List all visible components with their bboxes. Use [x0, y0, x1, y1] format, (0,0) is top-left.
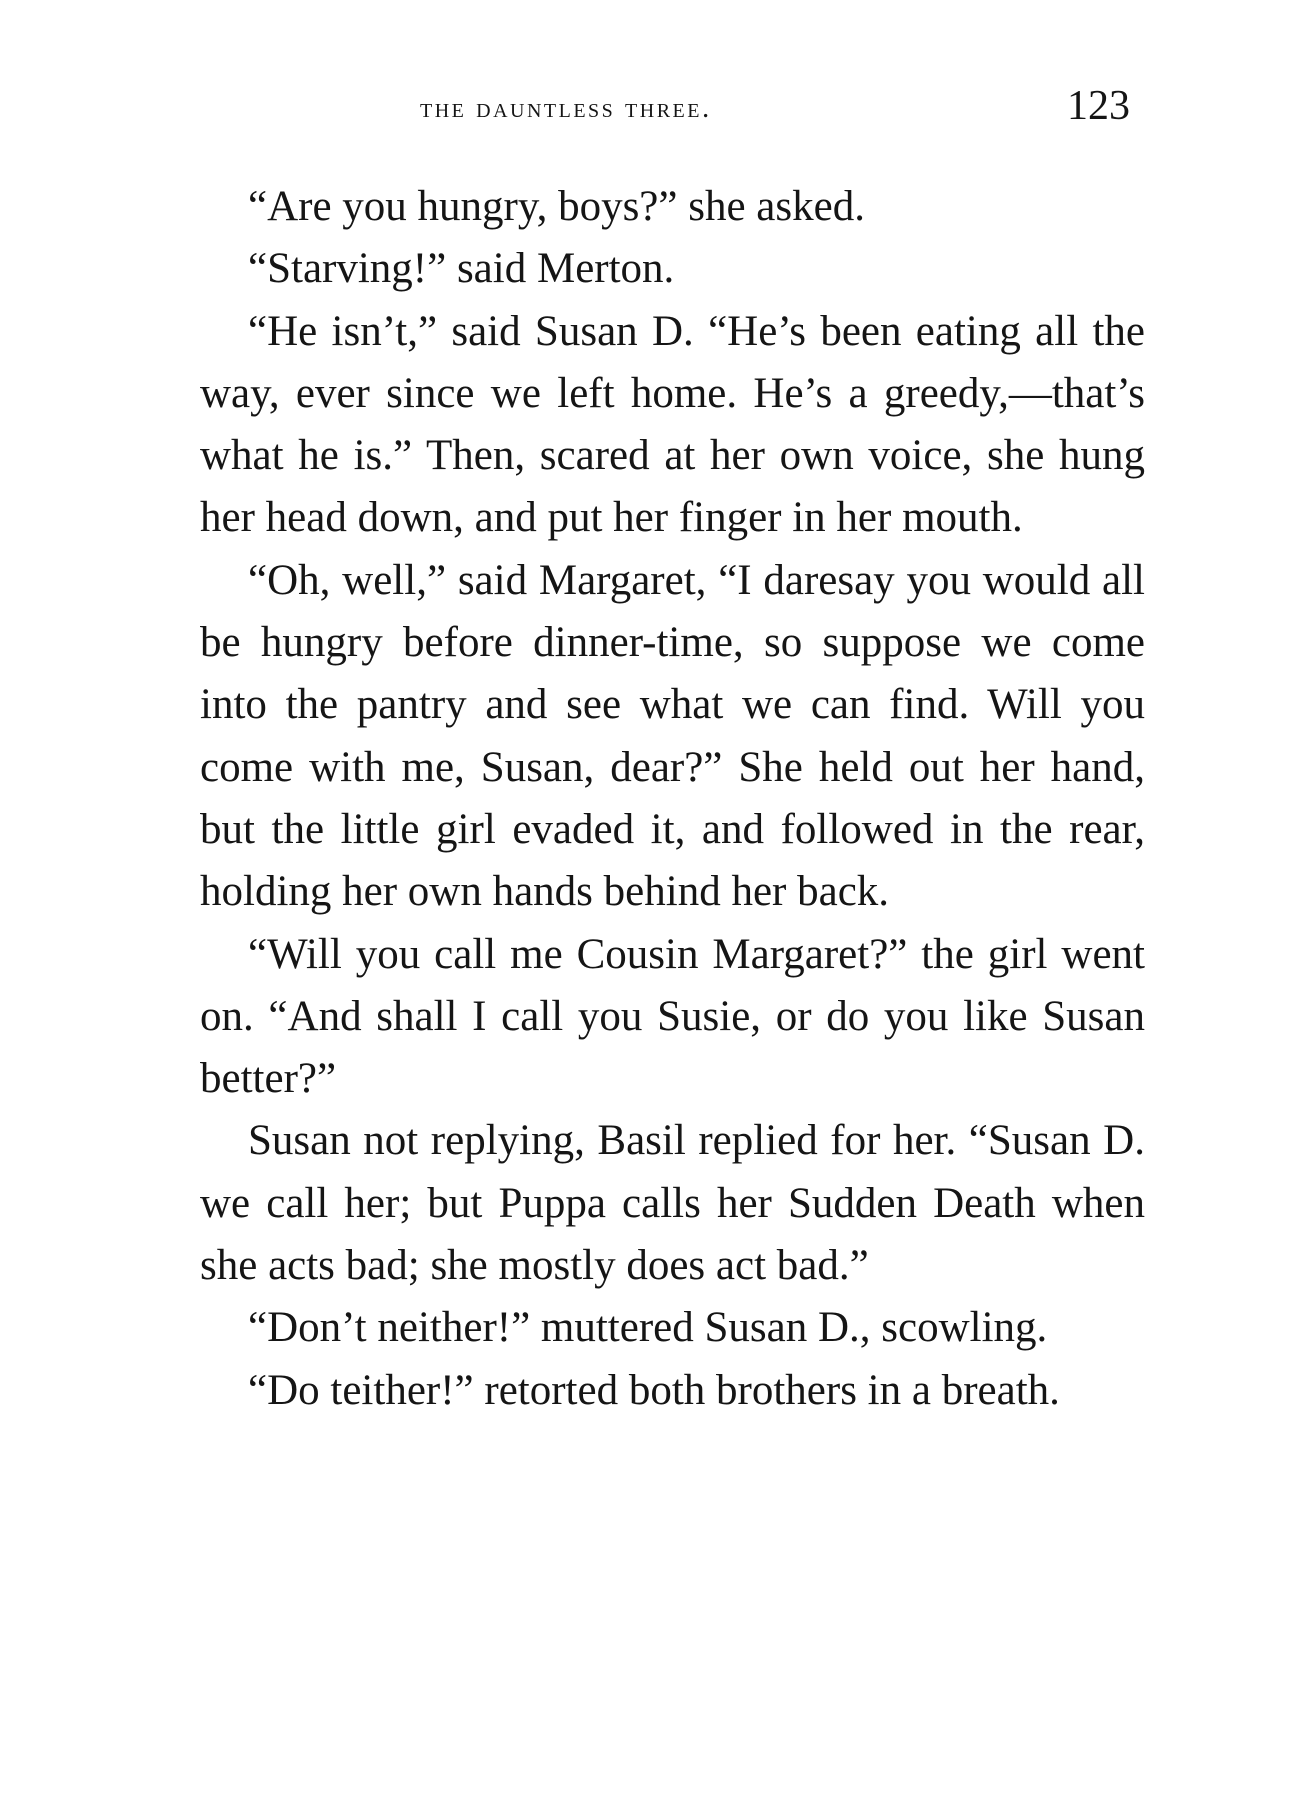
page-header	[200, 82, 1130, 132]
paragraph-7: “Don’t neither!” muttered Susan D., scowling.	[248, 1304, 1048, 1352]
paragraph-8: “Do teither!” retorted both brothers in a breath.	[248, 1366, 1060, 1414]
running-title: the dauntless three.	[420, 92, 712, 124]
paragraph-6: Susan not replying, Basil replied for her. “Susan D. we call her; but Puppa calls her Sudden Death when she acts bad; she mostly does act bad.”	[200, 1117, 1145, 1290]
paragraph-3: “He isn’t,” said Susan D. “He’s been eating all the way, ever since we left home. He’s a greedy,—that’s what he is.” Then, scared at her own voice, she hung her head down, and put her finger in her mouth.	[200, 307, 1145, 542]
body-text	[200, 176, 1145, 1422]
page-number: 123	[1067, 83, 1130, 129]
paragraph-5: “Will you call me Cousin Margaret?” the girl went on. “And shall I call you Susie, or do you like Susan better?”	[200, 930, 1145, 1103]
paragraph-1: “Are you hungry, boys?” she asked.	[248, 183, 865, 230]
paragraph-4: “Oh, well,” said Margaret, “I daresay you would all be hungry before dinner-time, so suppose we come into the pantry and see what we can find. Will you come with me, Susan, dear?” She held out her hand, but the little girl evaded it, and followed in the rear, holding her own hands behind her back.	[200, 556, 1145, 916]
paragraph-2: “Starving!” said Merton.	[248, 245, 675, 293]
